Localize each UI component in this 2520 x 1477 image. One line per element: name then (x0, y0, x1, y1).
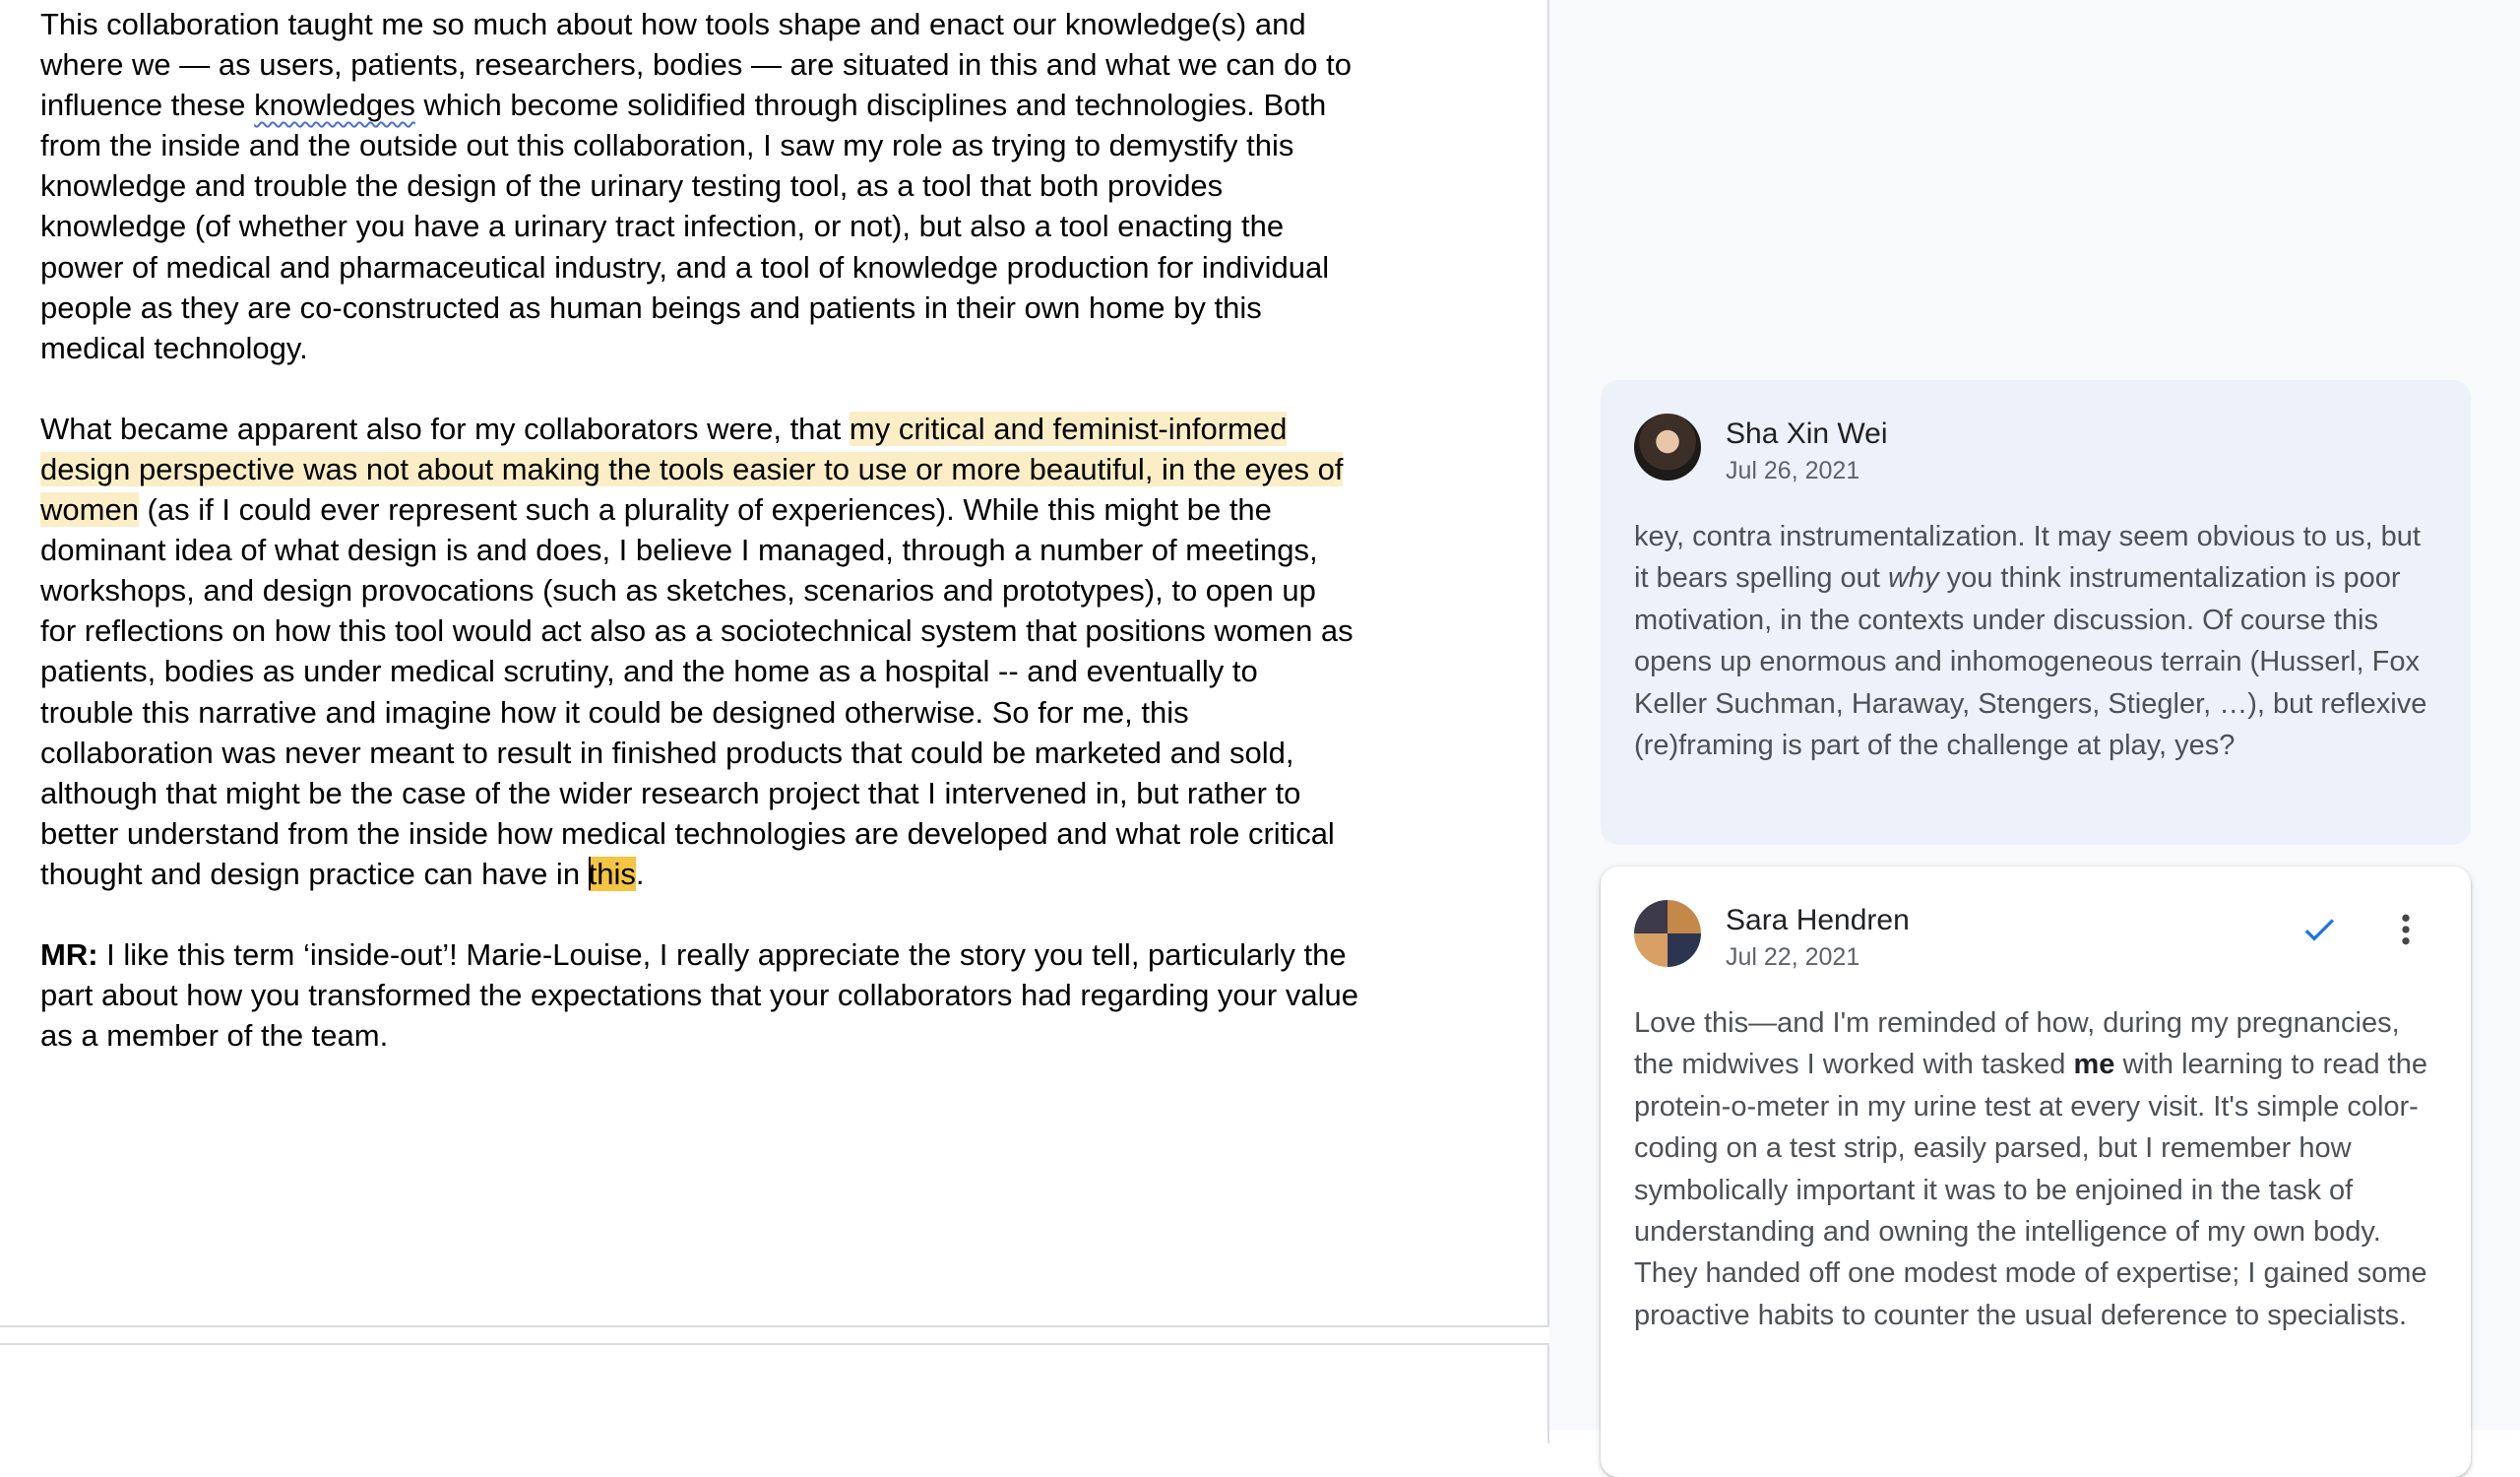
speaker-label: MR: (40, 936, 98, 972)
comment-author: Sara Hendren (1726, 904, 1910, 936)
comment-header (1634, 414, 2437, 482)
comment-card-active[interactable] (1601, 867, 2471, 1477)
paragraph-1[interactable]: This collaboration taught me so much about how tools shape and enact our knowledge(s) and where we — as users, patients, researchers, bodies — are situated in this and what we can do to influence these knowledges which become solidified through disciplines and technologies. Both from the inside and the outside out this collaboration, I saw my role as trying to demystify this knowledge and trouble the design of the urinary testing tool, as a tool that both provides knowledge (of whether you have a urinary tract infection, or not), but also a tool enacting the power of medical and pharmaceutical industry, and a tool of knowledge production for individual people as they are co-constructed as human beings and patients in their own home by this medical technology. (40, 7, 1352, 365)
document-body[interactable] (40, 4, 1359, 1056)
comment-anchor-highlight[interactable]: my critical and feminist-informed design perspective was not about making the tools easier to use or more beautiful, in the eyes of women (40, 411, 1344, 528)
paragraph-spacer (40, 368, 1359, 409)
comment-body: key, contra instrumentalization. It may seem obvious to us, but it bears spelling out why you think instrumentalization is poor motivation, in the contexts under discussion. Of course this opens up enormous and inhomogeneous terrain (Husserl, Fox Keller Suchman, Haraway, Stengers, Stiegler, …), but reflexive (re)framing is part of the challenge at play, yes? (1634, 521, 2427, 762)
avatar (1634, 414, 1701, 481)
comment-header (1634, 900, 2437, 969)
resolve-button[interactable] (2294, 904, 2345, 955)
more-options-button[interactable] (2380, 904, 2431, 955)
active-comment-anchor[interactable]: this (588, 856, 636, 891)
paragraph-2[interactable]: What became apparent also for my collaborators were, that my critical and feminist-informed design perspective was not about making the tools easier to use or more beautiful, in the eyes of women (as if I could ever represent such a plurality of experiences). While this might be the dominant idea of what design is and does, I believe I managed, through a number of meetings, workshops, and design provocations (such as sketches, scenarios and prototypes), to open up for reflections on how this tool would act also as a sociotechnical system that positions women as patients, bodies as under medical scrutiny, and the home as a hospital -- and eventually to trouble this narrative and imagine how it could be designed otherwise. So for me, this collaboration was never meant to result in finished products that could be marketed and sold, although that might be the case of the wider research project that I intervened in, but rather to better understand from the inside how medical technologies are developed and what role critical thought and design practice can have in this. (40, 411, 1354, 891)
avatar (1634, 900, 1701, 967)
comment-date: Jul 26, 2021 (1726, 457, 1860, 484)
checkmark-icon (2300, 910, 2339, 949)
misspelled-word[interactable]: knowledges (254, 88, 415, 123)
comment-date: Jul 22, 2021 (1726, 943, 1860, 971)
more-vert-icon (2386, 910, 2426, 949)
paragraph-3[interactable]: MR: I like this term ‘inside-out’! Marie-Louise, I really appreciate the story you tell, particularly the part about how you transformed the expectations that your collaborators had regarding your value as a member of the team. (40, 936, 1358, 1054)
comments-sidebar (1549, 0, 2520, 1430)
comment-author: Sha Xin Wei (1726, 417, 1888, 450)
next-document-page[interactable] (0, 1343, 1549, 1444)
comment-card[interactable] (1601, 380, 2471, 845)
paragraph-spacer (40, 894, 1359, 934)
comment-body: Love this—and I'm reminded of how, during my pregnancies, the midwives I worked with tasked me with learning to read the protein-o-meter in my urine test at every visit. It's simple color-coding on a test strip, easily parsed, but I remember how symbolically important it was to be enjoined in the task of understanding and owning the intelligence of my own body. They handed off one modest mode of expertise; I gained some proactive habits to counter the usual deference to specialists. (1634, 1007, 2427, 1331)
